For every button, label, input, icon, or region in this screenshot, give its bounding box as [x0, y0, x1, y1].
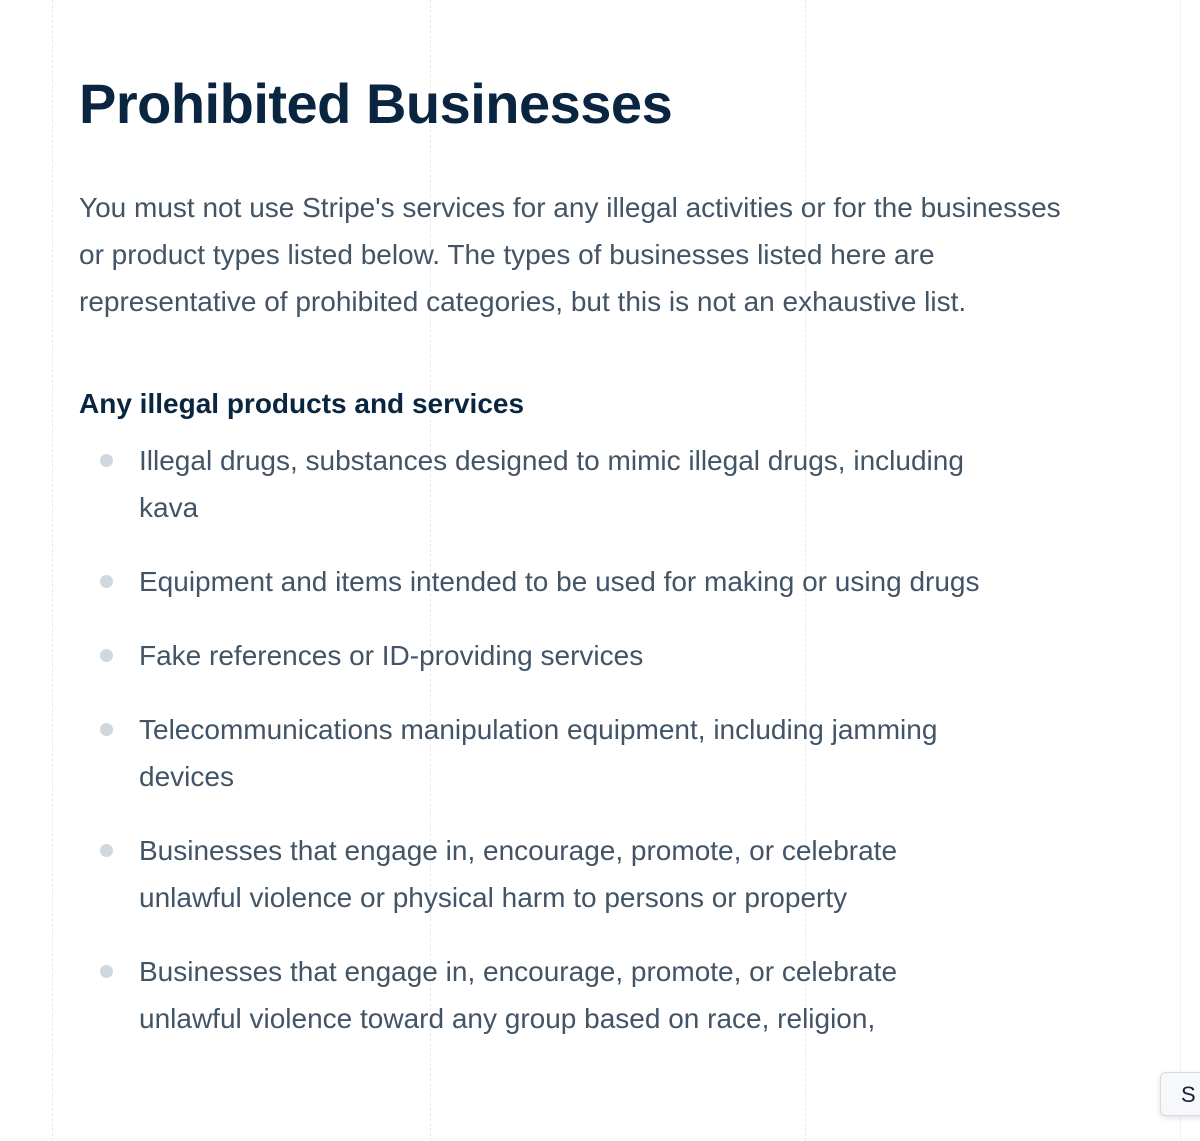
page-title: Prohibited Businesses [79, 72, 673, 135]
main-content [79, 68, 1079, 1069]
list-item-text: Telecommunications manipulation equipment, including jamming devices [139, 714, 938, 792]
bullet-icon [100, 844, 113, 857]
list-item-text: Businesses that engage in, encourage, promote, or celebrate unlawful violence or physical harm to persons or property [139, 835, 898, 913]
bullet-icon [100, 575, 113, 588]
list-item [79, 558, 999, 605]
list-item-text: Equipment and items intended to be used for making or using drugs [139, 566, 980, 597]
list-item [79, 706, 999, 800]
intro-paragraph: You must not use Stripe's services for any illegal activities or for the businesses or product types listed below. The types of businesses listed here are representative of prohibited categories, but this is not an exhaustive list. [79, 192, 1061, 317]
list-item-text: Illegal drugs, substances designed to mimic illegal drugs, including kava [139, 445, 964, 523]
section-heading: Any illegal products and services [79, 388, 525, 419]
list-item-text: Fake references or ID-providing services [139, 640, 644, 671]
list-item-text: Businesses that engage in, encourage, promote, or celebrate unlawful violence toward any group based on race, religion, [139, 956, 898, 1034]
prohibited-items-list [79, 437, 1079, 1042]
list-item [79, 437, 999, 531]
list-item [79, 827, 999, 921]
bullet-icon [100, 723, 113, 736]
bullet-icon [100, 649, 113, 662]
layout-guide-line [1180, 0, 1181, 1141]
layout-guide-line [52, 0, 53, 1141]
bullet-icon [100, 454, 113, 467]
list-item [79, 948, 999, 1042]
list-item [79, 632, 999, 679]
bullet-icon [100, 965, 113, 978]
floating-button[interactable]: S [1160, 1072, 1200, 1116]
